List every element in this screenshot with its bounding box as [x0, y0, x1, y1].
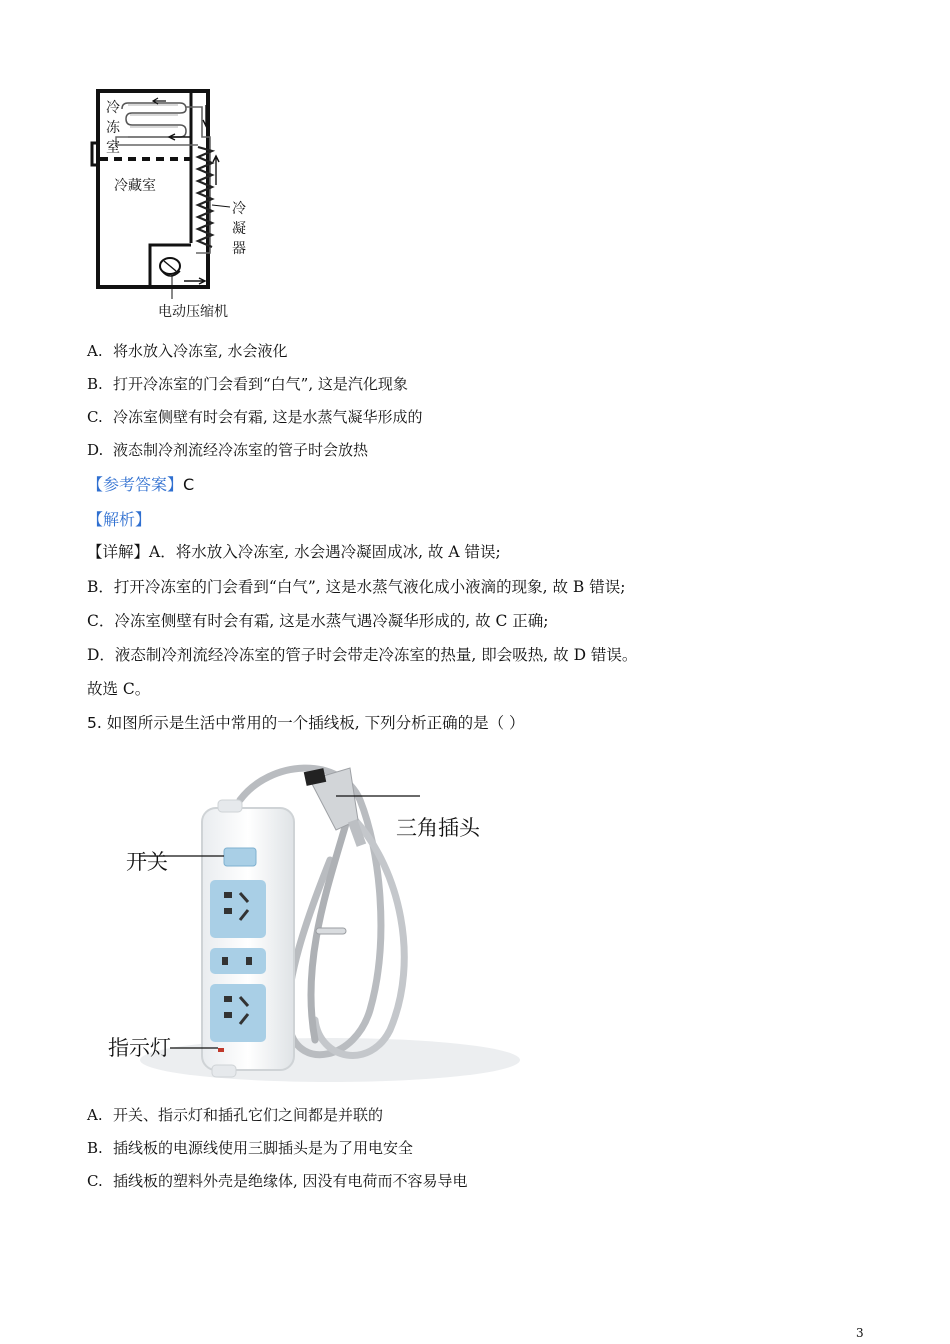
- compressor-label: 电动压缩机: [158, 304, 228, 320]
- page-number: 3: [856, 1326, 864, 1340]
- condenser-label-2: 凝: [232, 221, 246, 237]
- q4-detail-line-4: D．液态制冷剂流经冷冻室的管子时会带走冷冻室的热量, 即会吸热, 故 D 错误。: [87, 646, 638, 664]
- q4-option-d: D. 液态制冷剂流经冷冻室的管子时会放热: [87, 441, 369, 459]
- q4-option-a: A. 将水放入冷冻室, 水会液化: [87, 342, 288, 360]
- q4-detail-line-2: B．打开冷冻室的门会看到“白气”, 这是水蒸气液化成小液滴的现象, 故 B 错误;: [87, 578, 626, 596]
- condenser-label-1: 冷: [232, 201, 246, 217]
- q4-detail-line-3: C．冷冻室侧壁有时会有霜, 这是水蒸气遇冷凝华形成的, 故 C 正确;: [87, 612, 549, 630]
- q5-option-a: A. 开关、指示灯和插孔它们之间都是并联的: [87, 1106, 384, 1124]
- indicator-light-icon: [218, 1048, 224, 1052]
- power-strip-figure: [100, 760, 520, 1090]
- q4-answer: 【参考答案】C: [87, 475, 195, 494]
- q5-option-b: B. 插线板的电源线使用三脚插头是为了用电安全: [87, 1139, 414, 1157]
- compressor-icon: [160, 258, 180, 276]
- freezer-label-3: 室: [106, 140, 120, 156]
- q4-option-b: B. 打开冷冻室的门会看到“白气”, 这是汽化现象: [87, 375, 408, 393]
- freezer-label-1: 冷: [106, 100, 120, 116]
- switch-label: 开关: [126, 850, 168, 874]
- condenser-label-3: 器: [232, 241, 246, 257]
- three-pin-plug-icon: [304, 768, 366, 847]
- q4-detail-line-1: 【详解】A．将水放入冷冻室, 水会遇冷凝固成冰, 故 A 错误;: [87, 543, 501, 561]
- plug-label: 三角插头: [396, 816, 480, 840]
- q4-analysis-tag: 【解析】: [87, 510, 152, 529]
- freezer-label-2: 冻: [106, 120, 120, 136]
- q5-stem: 5. 如图所示是生活中常用的一个插线板, 下列分析正确的是（ ）: [87, 714, 525, 732]
- indicator-label: 指示灯: [108, 1036, 171, 1060]
- fridge-compartment-label: 冷藏室: [114, 178, 156, 194]
- fridge-figure: [88, 85, 258, 325]
- q5-option-c: C. 插线板的塑料外壳是绝缘体, 因没有电荷而不容易导电: [87, 1172, 468, 1190]
- socket-3-icon: [210, 984, 266, 1042]
- socket-2-icon: [210, 948, 266, 974]
- socket-1-icon: [210, 880, 266, 938]
- q4-option-c: C. 冷冻室侧壁有时会有霜, 这是水蒸气凝华形成的: [87, 408, 423, 426]
- q4-detail-line-5: 故选 C。: [87, 680, 151, 698]
- switch-icon: [224, 848, 256, 866]
